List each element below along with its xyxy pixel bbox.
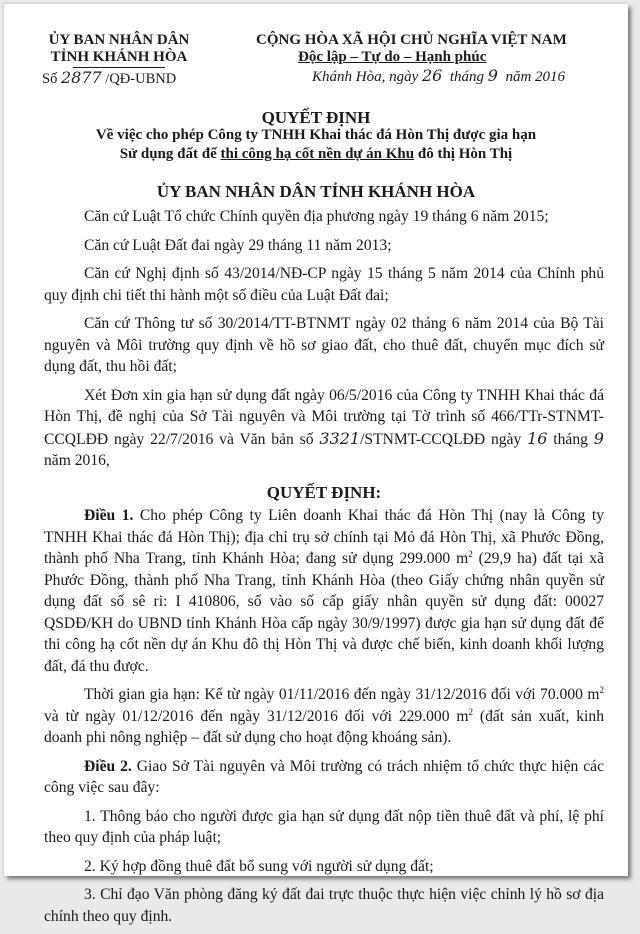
subject-line-2: Sử dụng đất để thi công hạ cốt nền dự án Khu đô thị Hòn Thị xyxy=(119,146,513,162)
consideration-paragraph: Xét Đơn xin gia hạn sử dụng đất ngày 06/5/2016 của Công ty TNHH Khai thác đá Hòn Thị, đề nghị của Sở Tài nguyên và Môi trường tại Tờ trình số 466/TTr-STNMT-CCQLĐĐ ngày 22/7/2016 và Văn bản số 3321/STNMT-CCQLĐĐ ngày 16 tháng 9 năm 2016, xyxy=(44,386,604,469)
preamble-2: Căn cứ Luật Đất đai ngày 29 tháng 11 năm 2013; xyxy=(84,236,392,254)
issuing-authority-block xyxy=(34,32,204,88)
authority-line-2: TỈNH KHÁNH HÒA xyxy=(50,49,188,65)
nation-name: CỘNG HÒA XÃ HỘI CHỦ NGHĨA VIỆT NAM xyxy=(256,32,567,48)
handwritten-day-2: 16 xyxy=(527,428,548,448)
article-1-term: Thời gian gia hạn: Kể từ ngày 01/11/2016 đến ngày 31/12/2016 đối với 70.000 $m^2$ và từ ngày 01/12/2016 đến ngày 31/12/2016 đối với 229.000 $m^2$ (đất sản xuất, kinh doanh phi nông nghiệp – đất sử dụng cho hoạt động khoáng sản). xyxy=(44,684,604,746)
handwritten-month: 9 xyxy=(487,66,498,85)
preamble-1: Căn cứ Luật Tổ chức Chính quyền địa phương ngày 19 tháng 6 năm 2015; xyxy=(84,208,549,225)
article-1-label: Điều 1. xyxy=(84,507,134,524)
subject-line-1: Về việc cho phép Công ty TNHH Khai thác đá Hòn Thị được gia hạn xyxy=(95,127,537,143)
document-body xyxy=(44,206,604,934)
handwritten-number: 2877 xyxy=(60,68,102,87)
article-2-label: Điều 2. xyxy=(84,757,132,775)
preamble-4: Căn cứ Thông tư số 30/2014/TT-BTNMT ngày 02 tháng 6 năm 2014 của Bộ Tài nguyên và Môi trường quy định về hồ sơ giao đất, cho thuê đất, chuyển mục đích sử dụng đất, thu hồi đất; xyxy=(44,315,604,375)
article-2-item-1: 1. Thông báo cho người được gia hạn sử dụng đất nộp tiền thuê đất và phí, lệ phí theo quy định của pháp luật; xyxy=(44,807,604,846)
decision-heading: QUYẾT ĐỊNH: xyxy=(266,482,382,502)
document-title: QUYẾT ĐỊNH xyxy=(261,108,371,127)
national-header-block xyxy=(256,32,596,66)
article-1: Điều 1. Cho phép Công ty Liên doanh Khai thác đá Hòn Thị (nay là Công ty TNHH Khai thác đá Hòn Thị); địa chỉ trụ sở chính tại Mỏ đá Hòn Thị, xã Phước Đồng, thành phố Nha Trang, tỉnh Khánh Hòa; đang sử dụng 299.000 $m^2$ (29,9 ha) đất tại xã Phước Đồng, thành phố Nha Trang, tỉnh Khánh Hòa (theo Giấy chứng nhân quyền sử dụng đất số sê ri: I 410806, số vào số cấp giấy nhân quyền sử dụng đất: 00027 QSDĐ/KH do UBND tỉnh Khánh Hòa cấp ngày 30/9/1997) được gia hạn sử dụng đất để thi công hạ cốt nền dự án Khu đô thị Hòn Thị và được chế biến, kinh doanh khối lượng đất, đá thu được. xyxy=(44,507,604,675)
handwritten-day: 26 xyxy=(422,66,443,85)
article-2: Điều 2. Giao Sở Tài nguyên và Môi trường có trách nhiệm tổ chức thực hiện các công việc sau đây: xyxy=(44,757,604,796)
national-motto: Độc lập – Tự do – Hạnh phúc xyxy=(298,49,487,65)
article-2-item-3: 3. Chỉ đạo Văn phòng đăng ký đất đai trực thuộc thực hiện việc chỉnh lý hồ sơ địa chính theo quy định. xyxy=(44,886,604,925)
number-prefix: Số xyxy=(42,71,58,87)
document-page xyxy=(4,4,628,925)
authority-heading: ỦY BAN NHÂN DÂN TỈNH KHÁNH HÒA xyxy=(156,182,476,201)
handwritten-month-2: 9 xyxy=(593,428,604,448)
preamble-3: Căn cứ Nghị định số 43/2014/NĐ-CP ngày 15 tháng 5 năm 2014 của Chính phủ quy định chi tiết thi hành một số điều của Luật Đất đai; xyxy=(44,265,604,304)
authority-line-1: ỦY BAN NHÂN DÂN xyxy=(48,32,190,48)
document-number xyxy=(34,69,204,88)
handwritten-doc-number: 3321 xyxy=(319,428,361,448)
number-suffix: /QĐ-UBND xyxy=(105,71,177,87)
article-2-item-2: 2. Ký hợp đồng thuê đất bổ sung với người sử dụng đất; xyxy=(84,857,434,875)
issue-date: Khánh Hòa, ngày 26 tháng 9 năm 2016 xyxy=(312,66,566,85)
